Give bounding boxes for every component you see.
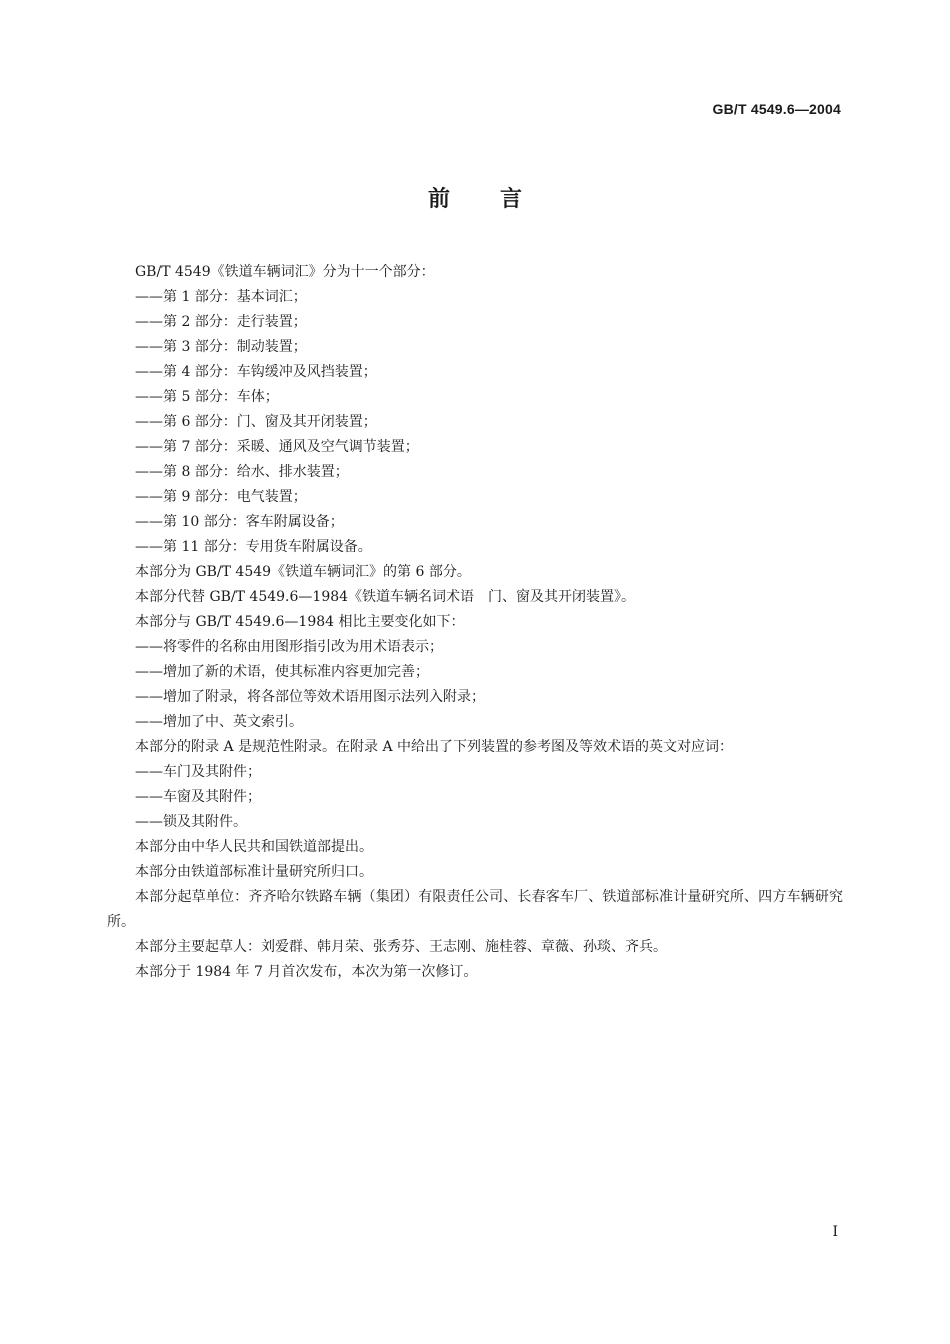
part-list-item: ——第 10 部分：客车附属设备； xyxy=(135,514,344,530)
foreword-paragraph: 本部分的附录 A 是规范性附录。在附录 A 中给出了下列装置的参考图及等效术语的英文对应词： xyxy=(135,739,734,755)
page-title: 前言 xyxy=(427,187,572,212)
foreword-body xyxy=(107,260,843,985)
part-list-item: ——第 5 部分：车体； xyxy=(135,389,279,405)
foreword-paragraph: 本部分为 GB/T 4549《铁道车辆词汇》的第 6 部分。 xyxy=(135,564,471,580)
foreword-paragraph: 本部分由铁道部标准计量研究所归口。 xyxy=(135,864,373,880)
part-list-item: ——第 3 部分：制动装置； xyxy=(135,339,307,355)
standard-number: GB/T 4549.6—2004 xyxy=(712,101,841,117)
foreword-paragraph: 本部分于 1984 年 7 月首次发布，本次为第一次修订。 xyxy=(135,964,478,980)
foreword-paragraph: GB/T 4549《铁道车辆词汇》分为十一个部分： xyxy=(135,264,435,280)
part-list-item: ——第 4 部分：车钩缓冲及风挡装置； xyxy=(135,364,377,380)
part-list-item: ——第 7 部分：采暖、通风及空气调节装置； xyxy=(135,439,419,455)
part-list-item: ——第 11 部分：专用货车附属设备。 xyxy=(135,539,372,555)
page-number: I xyxy=(832,1224,838,1240)
annex-list-item: ——车窗及其附件； xyxy=(135,789,261,805)
change-list-item: ——增加了新的术语，使其标准内容更加完善； xyxy=(135,664,429,680)
annex-list-item: ——车门及其附件； xyxy=(135,764,261,780)
foreword-paragraph: 本部分由中华人民共和国铁道部提出。 xyxy=(135,839,373,855)
part-list-item: ——第 6 部分：门、窗及其开闭装置； xyxy=(135,414,377,430)
foreword-paragraph: 本部分与 GB/T 4549.6—1984 相比主要变化如下： xyxy=(135,614,465,630)
change-list-item: ——将零件的名称由用图形指引改为用术语表示； xyxy=(135,639,443,655)
change-list-item: ——增加了附录，将各部位等效术语用图示法列入附录； xyxy=(135,689,485,705)
part-list-item: ——第 9 部分：电气装置； xyxy=(135,489,307,505)
change-list-item: ——增加了中、英文索引。 xyxy=(135,714,303,730)
foreword-paragraph: 本部分主要起草人：刘爱群、韩月荣、张秀芬、王志刚、施桂蓉、章薇、孙琰、齐兵。 xyxy=(135,939,667,955)
foreword-paragraph: 本部分代替 GB/T 4549.6—1984《铁道车辆名词术语 门、窗及其开闭装置》。 xyxy=(135,589,636,605)
part-list-item: ——第 2 部分：走行装置； xyxy=(135,314,307,330)
part-list-item: ——第 1 部分：基本词汇； xyxy=(135,289,307,305)
annex-list-item: ——锁及其附件。 xyxy=(135,814,247,830)
foreword-paragraph: 本部分起草单位：齐齐哈尔铁路车辆（集团）有限责任公司、长春客车厂、铁道部标准计量研究所、四方车辆研究所。 xyxy=(107,889,843,930)
part-list-item: ——第 8 部分：给水、排水装置； xyxy=(135,464,349,480)
